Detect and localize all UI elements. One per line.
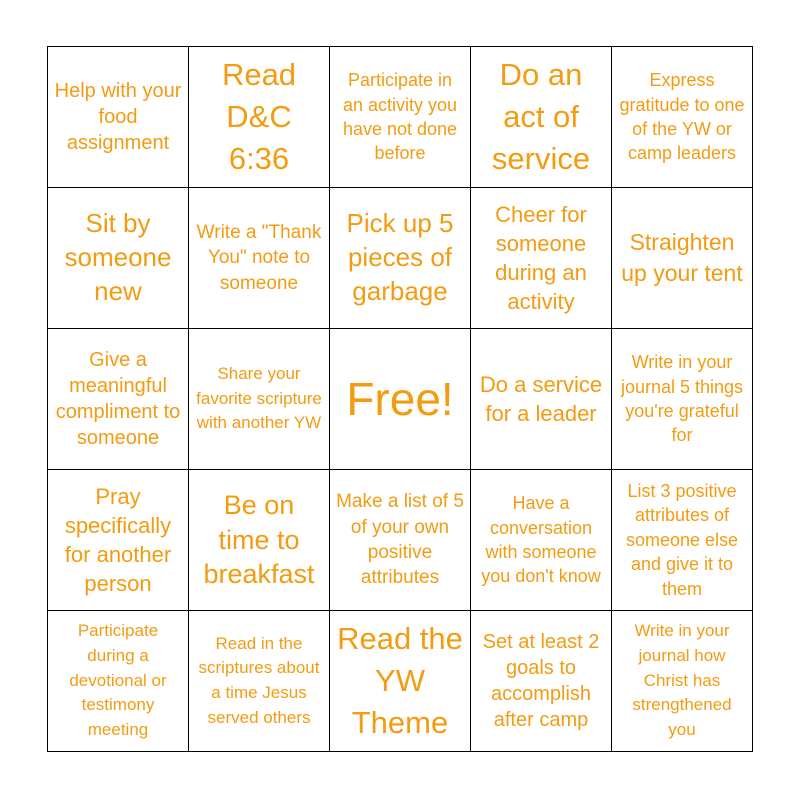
bingo-cell-text: Participate during a devotional or testimony meeting <box>69 621 167 739</box>
bingo-cell-text: Do an act of service <box>491 57 591 176</box>
bingo-cell-text: Do a service for a leader <box>479 371 603 426</box>
bingo-cell-text: Write in your journal 5 things you're grateful for <box>620 352 744 446</box>
bingo-cell-text: Write in your journal how Christ has strengthened you <box>632 621 732 739</box>
bingo-cell[interactable] <box>612 329 753 470</box>
bingo-cell[interactable] <box>612 188 753 329</box>
bingo-cell[interactable] <box>471 47 612 188</box>
bingo-cell-text: Read the YW Theme <box>337 621 463 740</box>
bingo-cell[interactable] <box>612 611 753 752</box>
bingo-cell[interactable] <box>48 611 189 752</box>
bingo-board <box>47 46 753 752</box>
bingo-cell[interactable] <box>189 47 330 188</box>
bingo-cell[interactable] <box>48 188 189 329</box>
bingo-cell-text: Have a conversation with someone you don't know <box>481 493 601 587</box>
bingo-cell-text: Read D&C 6:36 <box>221 57 297 176</box>
bingo-cell[interactable] <box>471 470 612 611</box>
free-space[interactable] <box>330 329 471 470</box>
bingo-cell[interactable] <box>471 188 612 329</box>
bingo-cell-text: Set at least 2 goals to accomplish after camp <box>482 631 600 731</box>
bingo-cell[interactable] <box>189 329 330 470</box>
bingo-cell-text: Participate in an activity you have not done before <box>342 70 458 164</box>
bingo-cell[interactable] <box>48 329 189 470</box>
bingo-cell-text: Give a meaningful compliment to someone <box>55 349 181 449</box>
bingo-cell[interactable] <box>330 188 471 329</box>
bingo-cell-text: Pray specifically for another person <box>64 483 172 597</box>
bingo-cell[interactable] <box>471 329 612 470</box>
bingo-cell-text: Be on time to breakfast <box>203 490 315 590</box>
bingo-cell[interactable] <box>471 611 612 752</box>
bingo-cell[interactable] <box>189 188 330 329</box>
bingo-cell[interactable] <box>612 47 753 188</box>
bingo-cell[interactable] <box>189 611 330 752</box>
bingo-cell[interactable] <box>189 470 330 611</box>
bingo-cell-text: Cheer for someone during an activity <box>495 201 587 315</box>
bingo-cell[interactable] <box>612 470 753 611</box>
bingo-cell[interactable] <box>48 470 189 611</box>
bingo-cell-text: Share your favorite scripture with another YW <box>196 364 322 433</box>
bingo-cell[interactable] <box>48 47 189 188</box>
bingo-cell-text: Write a "Thank You" note to someone <box>196 221 322 294</box>
bingo-cell-text: Read in the scriptures about a time Jesus served others <box>198 633 320 727</box>
bingo-cell[interactable] <box>330 611 471 752</box>
bingo-cell-text: Make a list of 5 of your own positive attributes <box>336 491 464 589</box>
bingo-cell-text: List 3 positive attributes of someone else and give it to them <box>625 480 739 599</box>
bingo-cell[interactable] <box>330 470 471 611</box>
bingo-cell-text: Sit by someone new <box>64 208 172 306</box>
free-space-text: Free! <box>346 372 454 425</box>
bingo-cell-text: Straighten up your tent <box>621 229 743 286</box>
bingo-cell-text: Pick up 5 pieces of garbage <box>346 208 454 306</box>
bingo-cell-text: Express gratitude to one of the YW or camp leaders <box>619 70 745 164</box>
bingo-cell[interactable] <box>330 47 471 188</box>
bingo-cell-text: Help with your food assignment <box>54 80 182 154</box>
